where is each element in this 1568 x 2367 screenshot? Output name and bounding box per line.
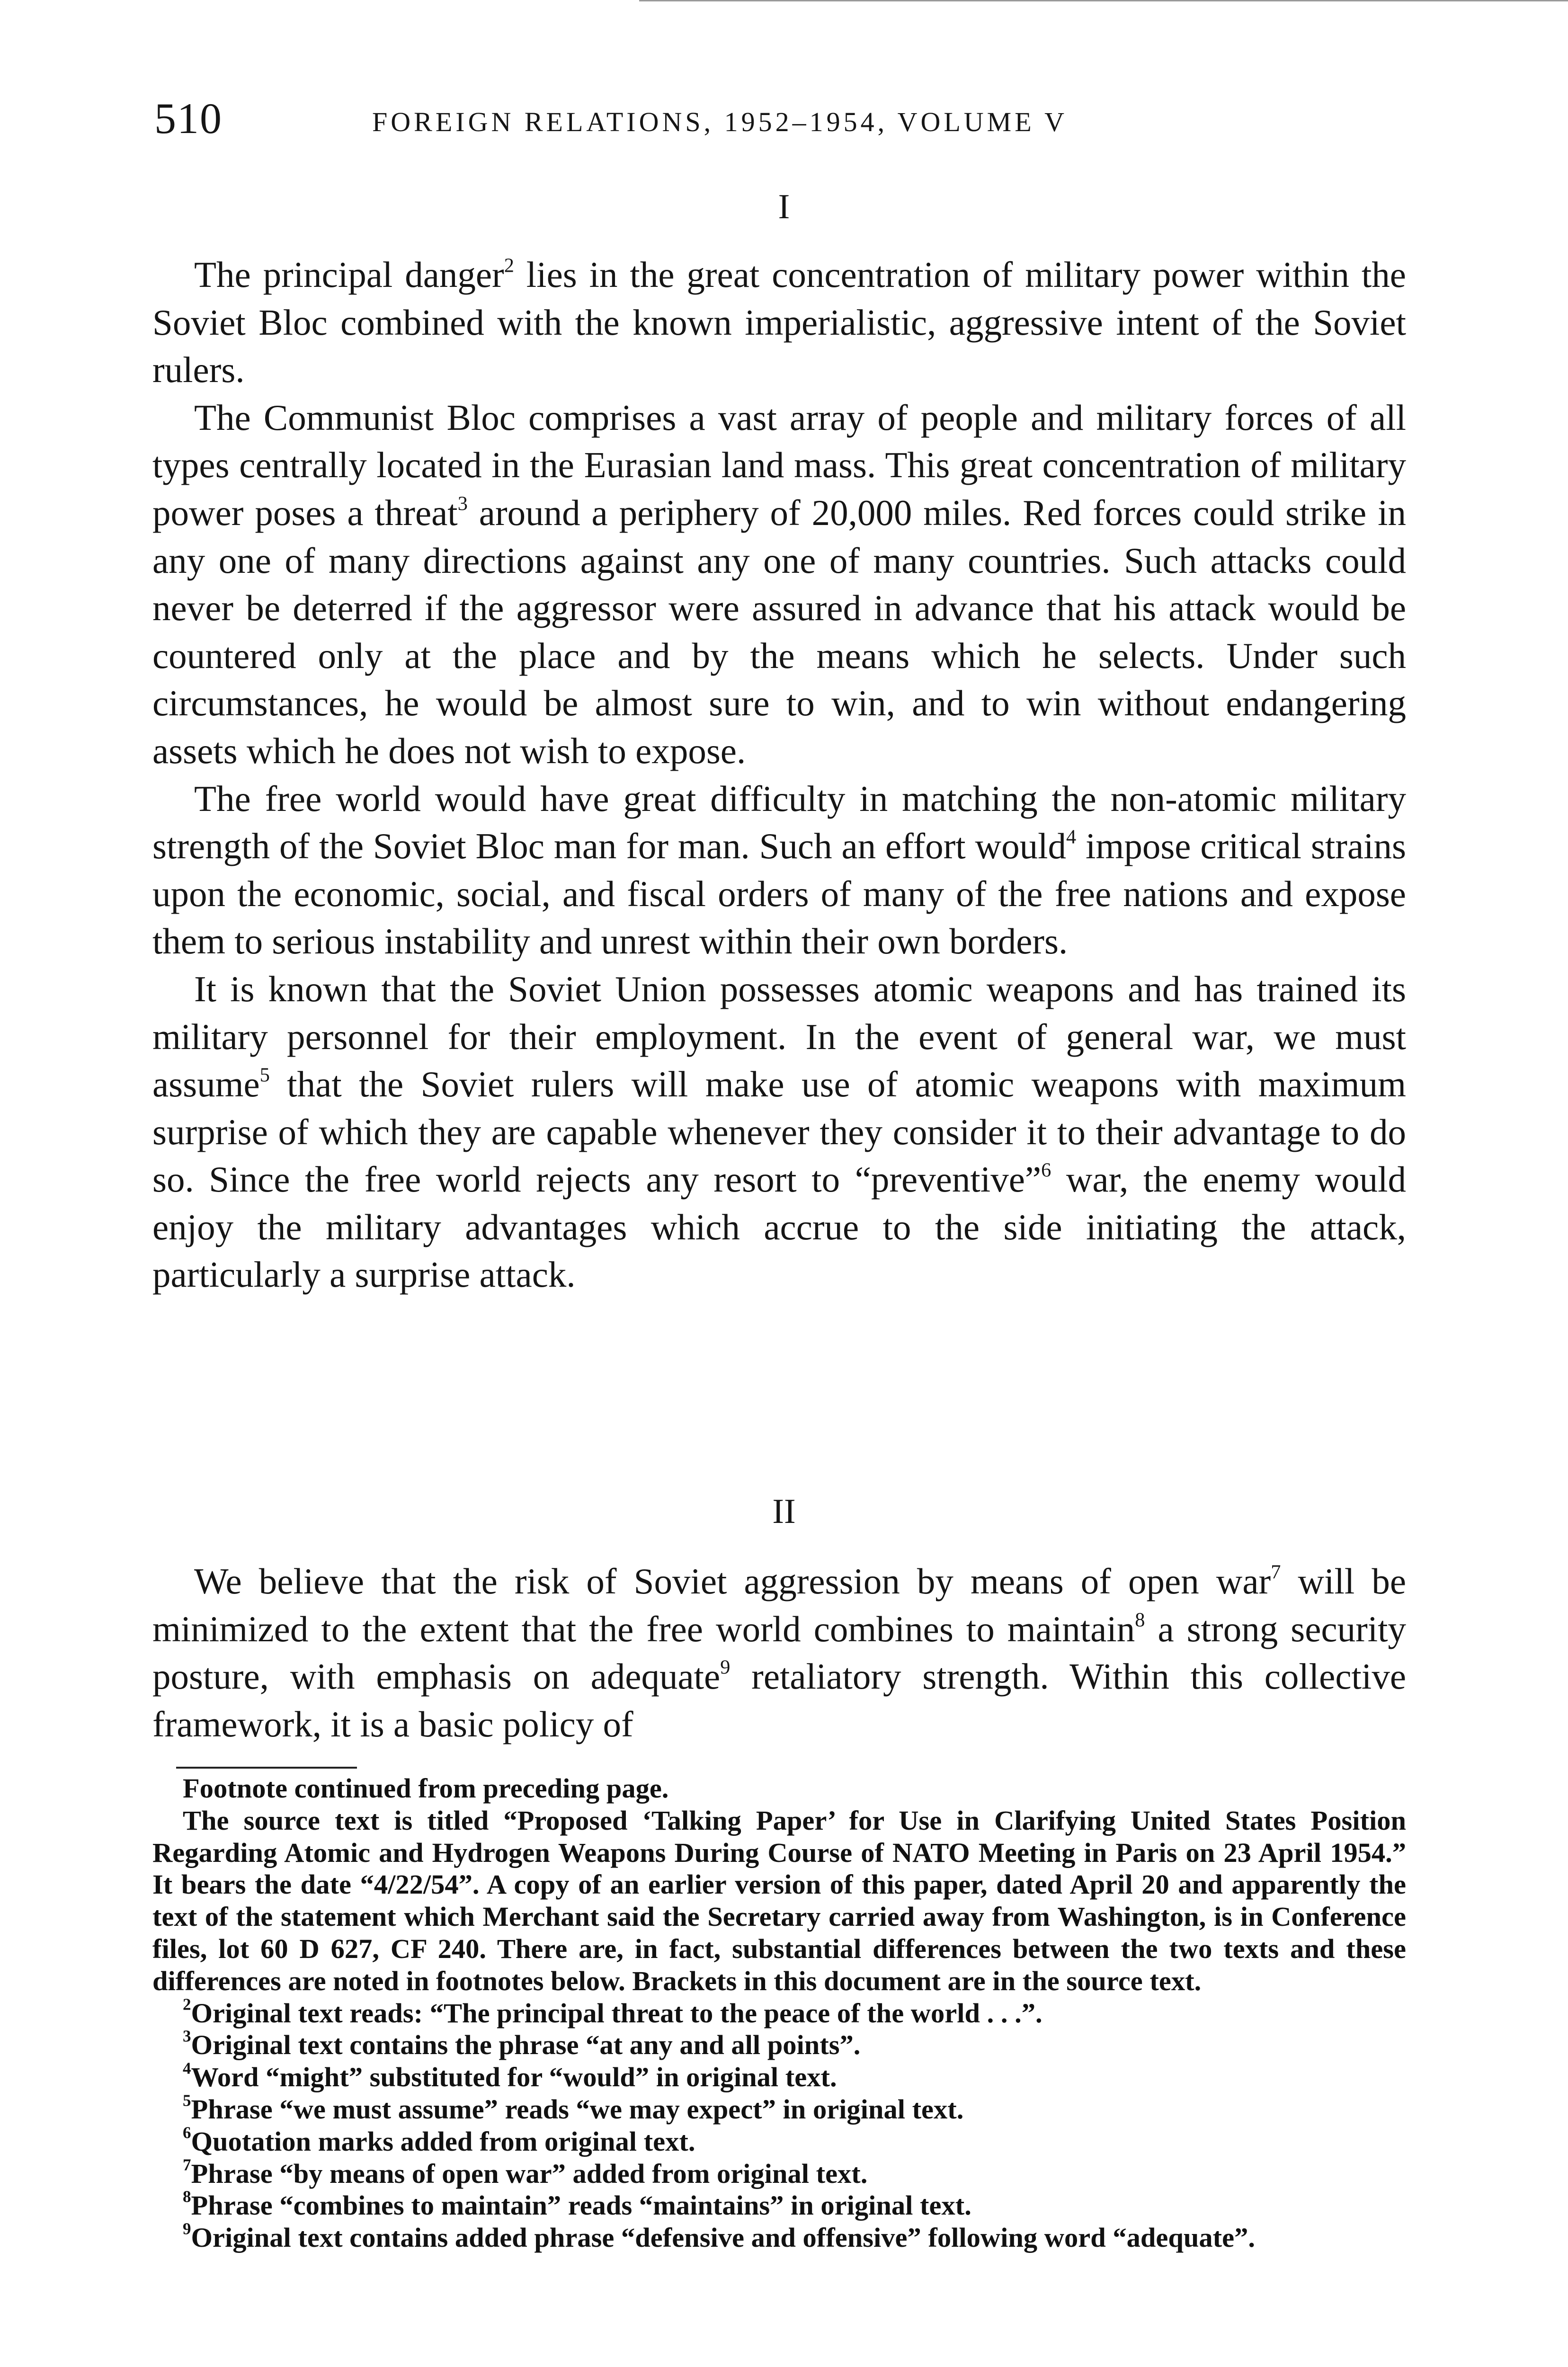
- footnote: $^7$Phrase “by means of open war” added from original text.: [183, 2155, 868, 2189]
- footnote-ref: 7: [1271, 1561, 1281, 1584]
- paragraph: The Communist Bloc comprises a vast array of people and military forces of all types centrally located in the Eurasian land mass. This great concentration of military power poses a threat$^3$ around a periphery of 20,000 miles. Red forces could strike in any one of many directions against any one of many countries. Such attacks could never be deterred if the aggressor were assured in advance that his attack would be countered only at the place and by the means which he selects. Under such circumstances, he would be almost sure to win, and to win without endangering assets which he does not wish to expose.: [152, 397, 1406, 771]
- footnote-ref: 8: [1135, 1608, 1145, 1631]
- footnote-ref: 4: [1066, 826, 1077, 848]
- section-heading-one: I: [778, 187, 790, 226]
- footnotes: [152, 1772, 1406, 2254]
- footnote: $^8$Phrase “combines to maintain” reads “maintains” in original text.: [183, 2188, 971, 2221]
- top-edge-rule: [639, 0, 1568, 1]
- paragraph: The free world would have great difficulty in matching the non-atomic military strength of the Soviet Bloc man for man. Such an effort would$^4$ impose critical strains upon the economic, social, and fiscal orders of many of the free nations and expose them to serious instability and unrest within their own borders.: [152, 778, 1406, 962]
- footnote-source: The source text is titled “Proposed ‘Talking Paper’ for Use in Clarifying United States Position Regarding Atomic and Hydrogen Weapons During Course of NATO Meeting in Paris on 23 April 1954.” It bears the date “4/22/54”. A copy of an earlier version of this paper, dated April 20 and apparently the text of the statement which Merchant said the Secretary carried away from Washington, is in Conference files, lot 60 D 627, CF 240. There are, in fact, substantial differences between the two texts and these differences are noted in footnotes below. Brackets in this document are in the source text.: [152, 1805, 1406, 1996]
- footnote-ref: 6: [1041, 1159, 1051, 1182]
- section-one-body: [152, 251, 1406, 1299]
- page-number: 510: [154, 94, 223, 142]
- page-header: [154, 94, 1433, 142]
- footnote: $^2$Original text reads: “The principal threat to the peace of the world . . .”.: [183, 1995, 1042, 2029]
- paragraph: The principal danger$^2$ lies in the great concentration of military power within the Soviet Bloc combined with the known imperialistic, aggressive intent of the Soviet rulers.: [152, 254, 1406, 391]
- footnote: $^9$Original text contains added phrase “defensive and offensive” following word “adequate”.: [183, 2219, 1255, 2253]
- footnote-ref: 9: [720, 1656, 731, 1679]
- footnote-separator: [176, 1767, 357, 1769]
- footnote: $^3$Original text contains the phrase “at any and all points”.: [183, 2027, 861, 2061]
- footnote-ref: 5: [259, 1064, 270, 1086]
- running-title: FOREIGN RELATIONS, 1952–1954, VOLUME V: [372, 107, 1068, 137]
- footnote-continued: Footnote continued from preceding page.: [183, 1773, 669, 1804]
- footnote-ref: 2: [504, 254, 514, 277]
- paragraph: We believe that the risk of Soviet aggression by means of open war$^7$ will be minimized to the extent that the free world combines to maintain$^8$ a strong security posture, with emphasis on adequate$^9$ retaliatory strength. Within this collective framework, it is a basic policy of: [152, 1561, 1407, 1744]
- section-two-body: [152, 1557, 1406, 1748]
- section-heading-two: II: [772, 1492, 796, 1531]
- footnote: $^4$Word “might” substituted for “would” in original text.: [183, 2059, 837, 2093]
- footnote: $^5$Phrase “we must assume” reads “we may expect” in original text.: [183, 2091, 964, 2125]
- footnote-ref: 3: [457, 492, 468, 515]
- paragraph: It is known that the Soviet Union possesses atomic weapons and has trained its military personnel for their employment. In the event of general war, we must assume$^5$ that the Soviet rulers will make use of atomic weapons with maximum surprise of which they are capable whenever they consider it to their advantage to do so. Since the free world rejects any resort to “preventive”$^6$ war, the enemy would enjoy the military advantages which accrue to the side initiating the attack, particularly a surprise attack.: [152, 968, 1406, 1295]
- footnote: $^6$Quotation marks added from original text.: [183, 2123, 695, 2157]
